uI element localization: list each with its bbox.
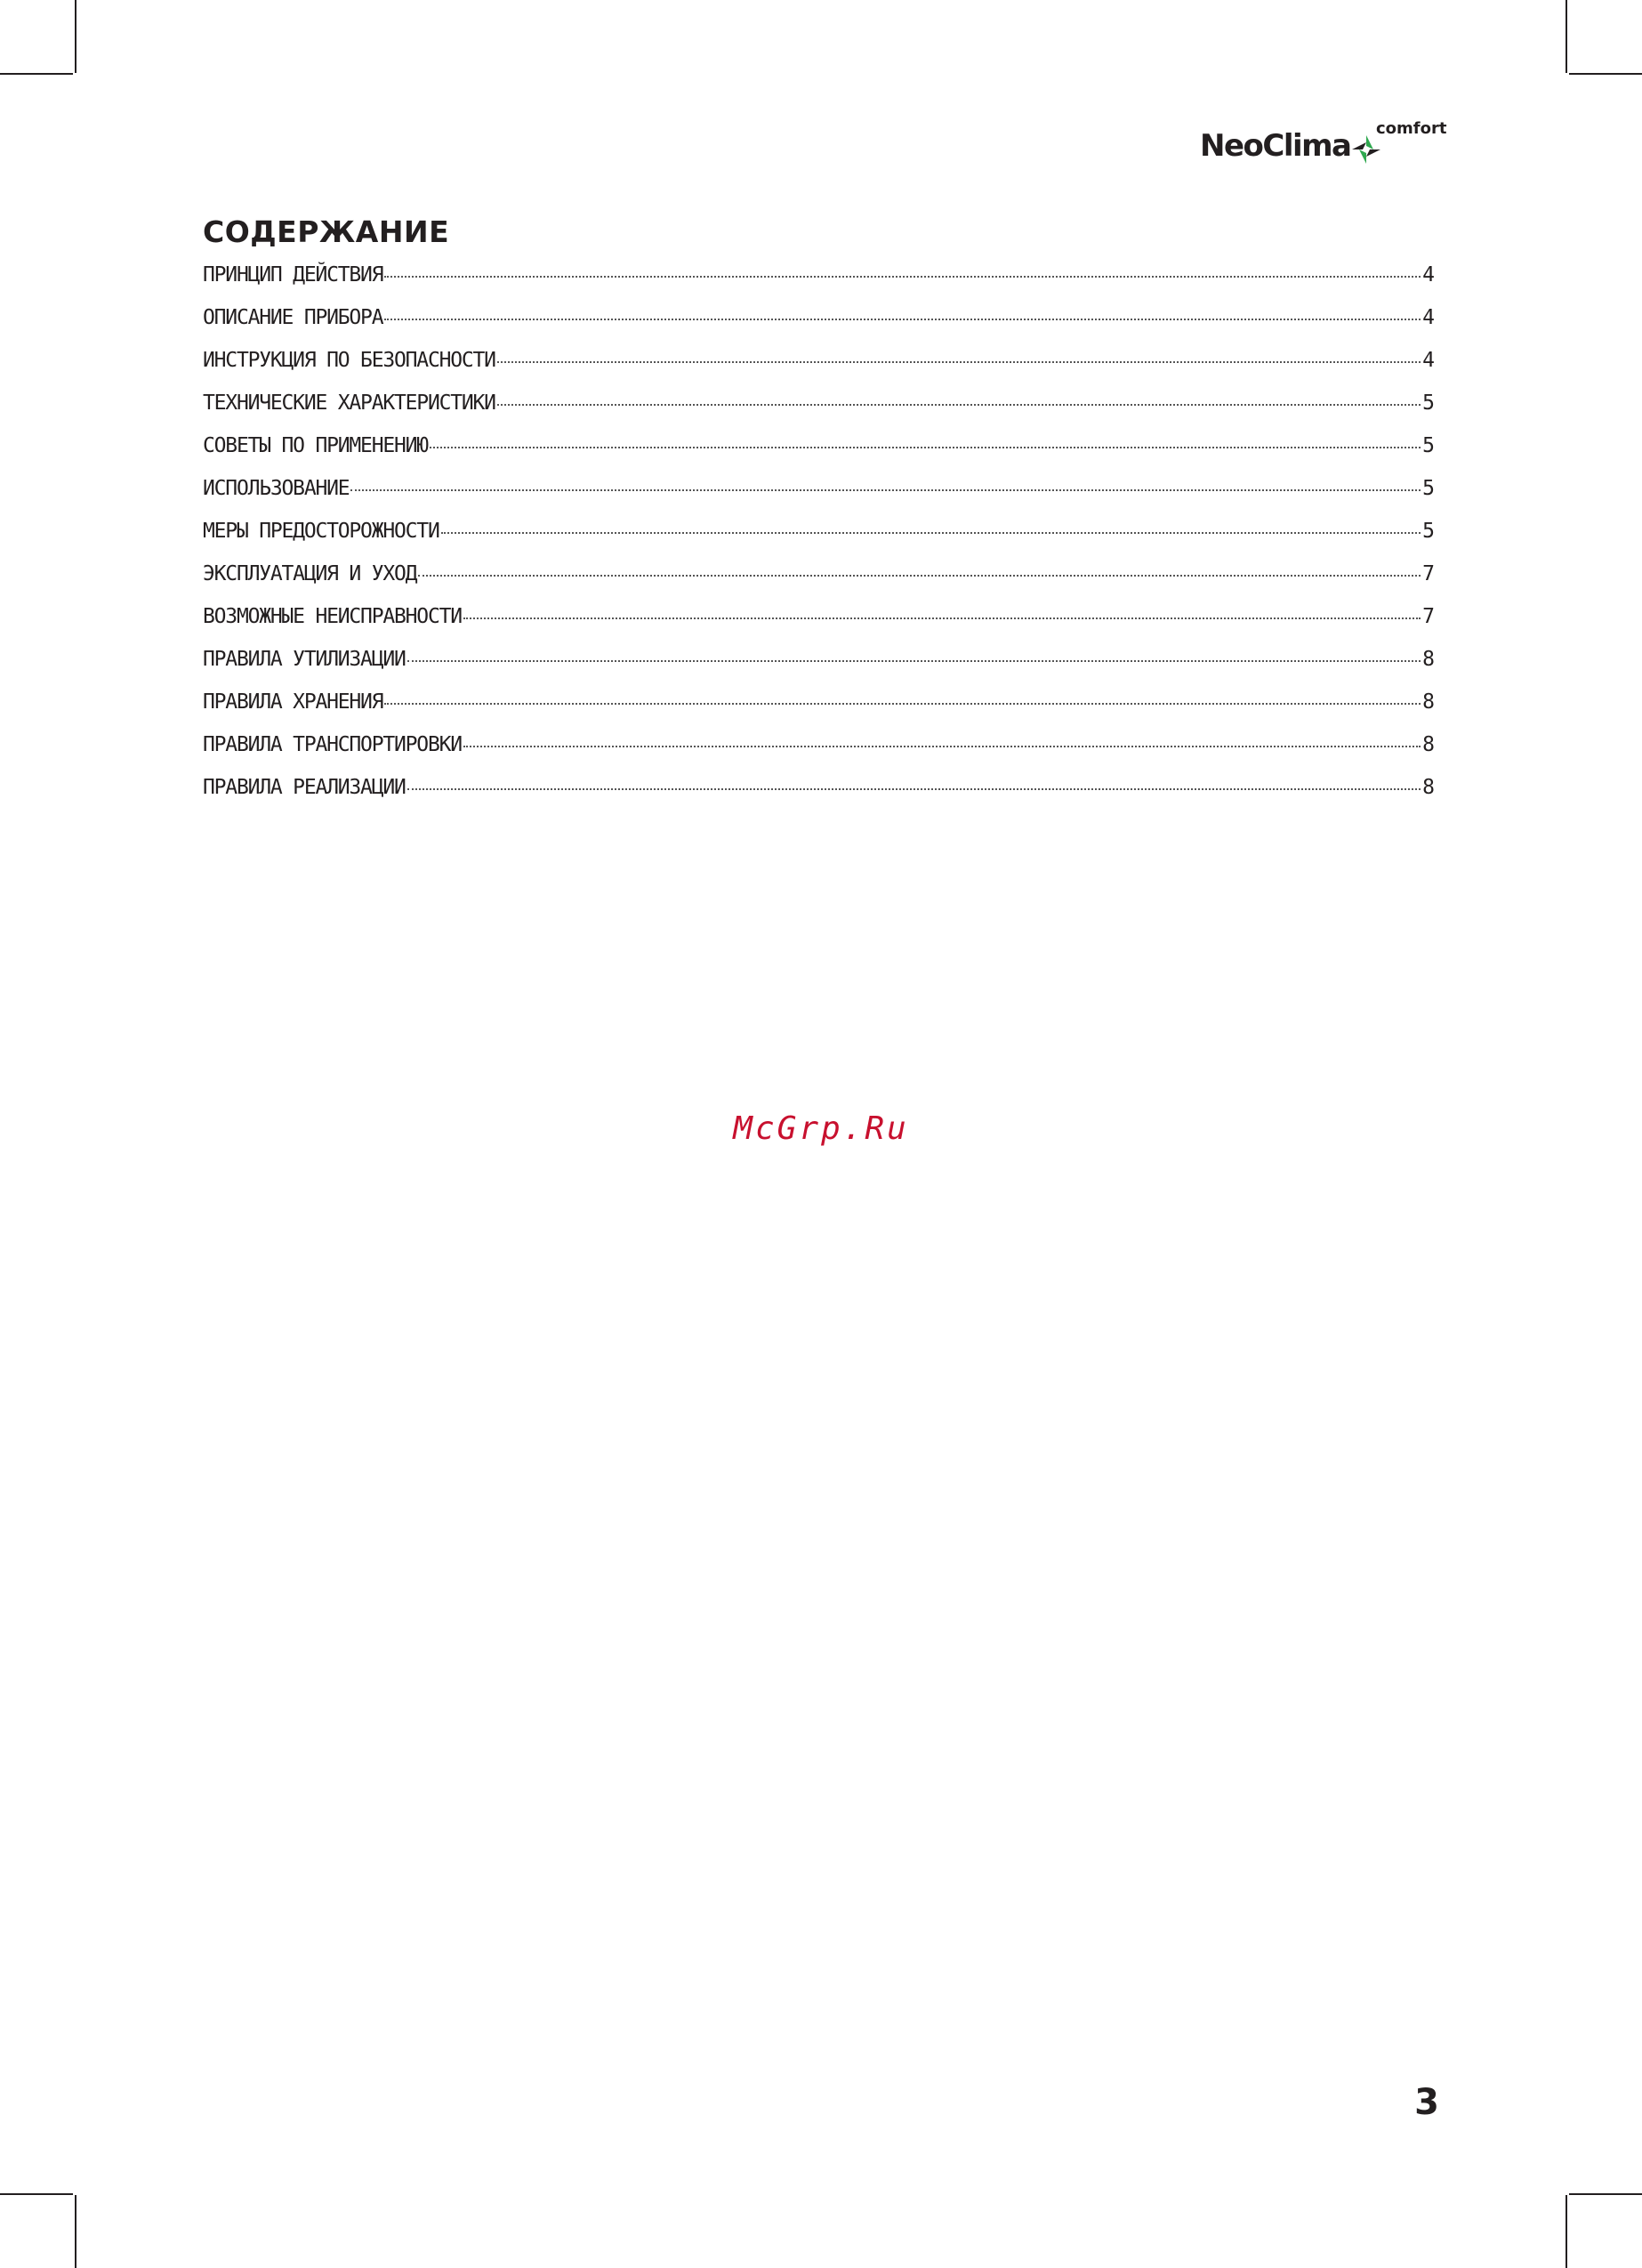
toc-entry-label: СОВЕТЫ ПО ПРИМЕНЕНИЮ	[203, 434, 428, 457]
toc-dot-leader	[407, 660, 1421, 662]
toc-entry-page: 5	[1422, 391, 1435, 415]
toc-title: СОДЕРЖАНИЕ	[203, 214, 450, 249]
toc-entry-label: ПРАВИЛА УТИЛИЗАЦИИ	[203, 648, 406, 671]
toc-entry-page: 4	[1422, 263, 1435, 287]
toc-entry-page: 7	[1422, 605, 1435, 628]
toc-dot-leader	[463, 617, 1421, 619]
toc-dot-leader	[441, 532, 1421, 534]
brand-subtitle: comfort	[1376, 119, 1447, 138]
toc-entry[interactable]	[203, 648, 1435, 690]
toc-entry-label: ТЕХНИЧЕСКИЕ ХАРАКТЕРИСТИКИ	[203, 391, 495, 415]
toc-entry[interactable]	[203, 263, 1435, 306]
toc-entry-label: ОПИСАНИЕ ПРИБОРА	[203, 306, 383, 329]
toc-entry[interactable]	[203, 349, 1435, 391]
toc-entry-page: 7	[1422, 562, 1435, 585]
toc-entry-label: ИСПОЛЬЗОВАНИЕ	[203, 477, 350, 500]
toc-entry-label: ПРИНЦИП ДЕЙСТВИЯ	[203, 263, 383, 287]
toc-entry-label: ПРАВИЛА ХРАНЕНИЯ	[203, 690, 383, 714]
toc-entry-label: ВОЗМОЖНЫЕ НЕИСПРАВНОСТИ	[203, 605, 462, 628]
watermark-text: McGrp.Ru	[733, 1110, 909, 1147]
crop-mark-bottom-right-v	[1566, 2195, 1567, 2268]
toc-entry[interactable]	[203, 477, 1435, 520]
crop-mark-bottom-right-h	[1569, 2193, 1642, 2195]
toc-dot-leader	[418, 575, 1421, 577]
page-number: 3	[1414, 2082, 1439, 2123]
toc-dot-leader	[497, 404, 1421, 406]
toc-dot-leader	[497, 361, 1421, 363]
toc-dot-leader	[407, 788, 1421, 790]
toc-entry-page: 8	[1422, 776, 1435, 799]
toc-dot-leader	[463, 746, 1421, 747]
toc-entry[interactable]	[203, 306, 1435, 349]
toc-entry[interactable]	[203, 562, 1435, 605]
toc-entry-label: ПРАВИЛА ТРАНСПОРТИРОВКИ	[203, 733, 462, 756]
toc-entry[interactable]	[203, 434, 1435, 477]
toc-entry-page: 4	[1422, 349, 1435, 372]
toc-entry[interactable]	[203, 690, 1435, 733]
crop-mark-top-left-v	[75, 0, 76, 73]
crop-mark-top-right-h	[1569, 73, 1642, 75]
toc-entry-label: ЭКСПЛУАТАЦИЯ И УХОД	[203, 562, 417, 585]
toc-dot-leader	[350, 489, 1421, 491]
toc-entry-label: МЕРЫ ПРЕДОСТОРОЖНОСТИ	[203, 520, 439, 543]
toc-entry[interactable]	[203, 733, 1435, 776]
brand-name: NeoClima	[1200, 128, 1351, 164]
crop-mark-top-left-h	[0, 73, 73, 75]
toc-entry[interactable]	[203, 520, 1435, 562]
toc-dot-leader	[430, 447, 1421, 448]
crop-mark-bottom-left-v	[75, 2195, 76, 2268]
toc-dot-leader	[384, 703, 1421, 705]
crop-mark-bottom-left-h	[0, 2193, 73, 2195]
toc-entry-page: 5	[1422, 434, 1435, 457]
toc-entry-label: ИНСТРУКЦИЯ ПО БЕЗОПАСНОСТИ	[203, 349, 495, 372]
toc-entry-page: 4	[1422, 306, 1435, 329]
toc-dot-leader	[384, 276, 1421, 278]
toc-entry-label: ПРАВИЛА РЕАЛИЗАЦИИ	[203, 776, 406, 799]
toc-entry[interactable]	[203, 605, 1435, 648]
toc-entry[interactable]	[203, 776, 1435, 819]
table-of-contents	[203, 214, 1435, 819]
toc-entry[interactable]	[203, 391, 1435, 434]
crop-mark-top-right-v	[1566, 0, 1567, 73]
toc-entry-page: 5	[1422, 477, 1435, 500]
brand-mark-icon	[1350, 133, 1382, 165]
brand-logo	[1200, 116, 1447, 165]
toc-dot-leader	[384, 319, 1421, 320]
toc-entry-page: 5	[1422, 520, 1435, 543]
toc-entry-page: 8	[1422, 648, 1435, 671]
toc-entry-page: 8	[1422, 690, 1435, 714]
toc-list	[203, 263, 1435, 819]
toc-entry-page: 8	[1422, 733, 1435, 756]
